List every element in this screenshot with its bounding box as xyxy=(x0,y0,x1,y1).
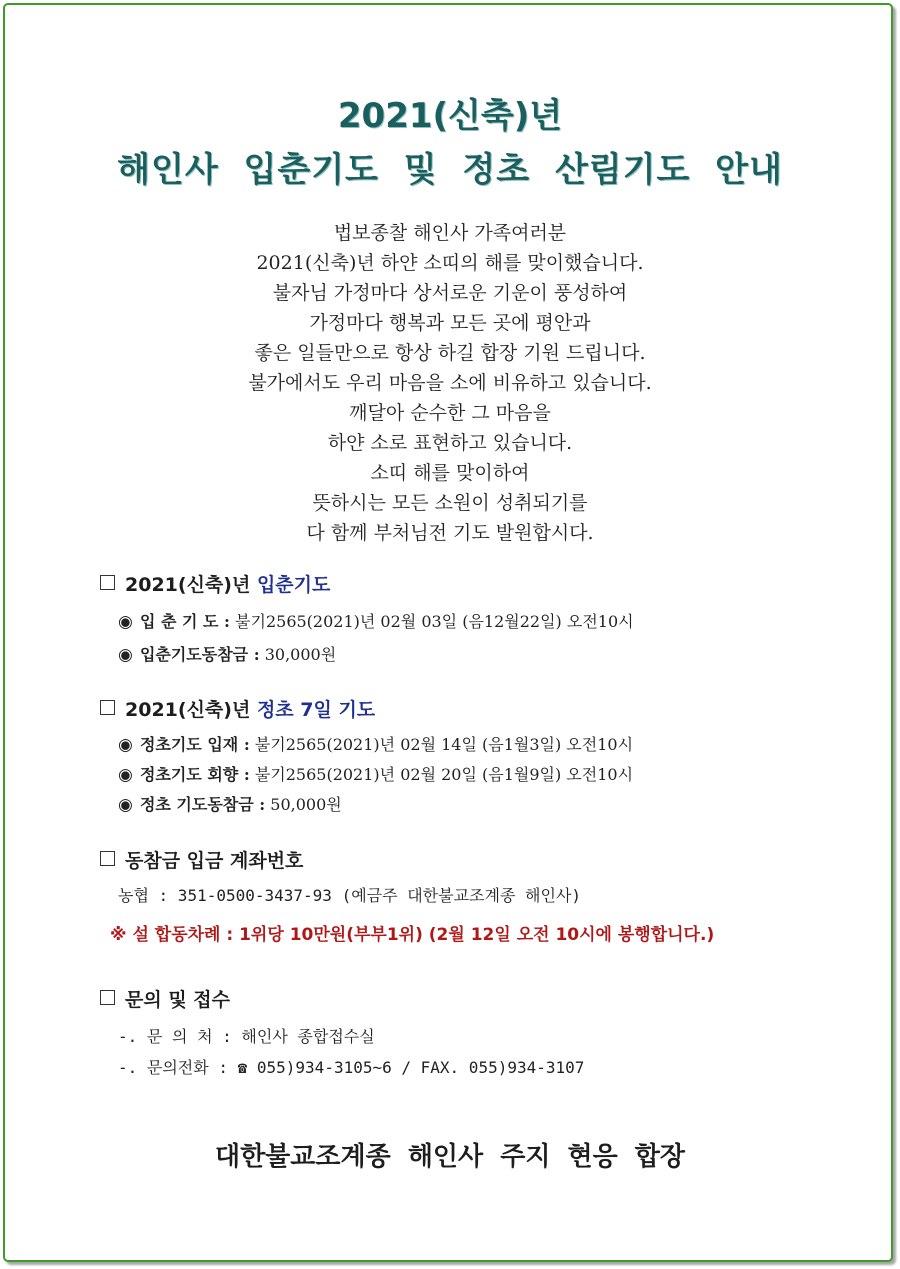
ipchun-date-row: ◉ 입 춘 기 도 : 불기2565(2021)년 02월 03일 (음12월22일) 오전10시 xyxy=(118,612,634,632)
section-ipchun xyxy=(100,570,634,665)
signature: 대한불교조계종 해인사 주지 현응 합장 xyxy=(214,1142,686,1172)
title-year: 2021(신축)년 xyxy=(337,96,563,136)
greeting-line: 좋은 일들만으로 항상 하길 합장 기원 드립니다. xyxy=(254,342,646,364)
section-heading: 문의 및 접수 xyxy=(100,985,584,1012)
bullet-icon: ◉ xyxy=(118,612,133,632)
greeting-line: 2021(신축)년 하얀 소띠의 해를 맞이했습니다. xyxy=(256,252,644,274)
greeting-line: 법보종찰 해인사 가족여러분 xyxy=(333,222,567,244)
checkbox-square-icon xyxy=(100,851,115,866)
bullet-icon: ◉ xyxy=(118,735,133,755)
section-highlight: 정초 7일 기도 xyxy=(256,699,376,721)
section-jeongcho xyxy=(100,695,633,815)
bullet-icon: ◉ xyxy=(118,765,133,785)
greeting-line: 다 함께 부처님전 기도 발원합시다. xyxy=(306,522,594,544)
account-number: 농협 : 351-0500-3437-93 (예금주 대한불교조계종 해인사) xyxy=(118,886,582,905)
greeting-line: 불가에서도 우리 마음을 소에 비유하고 있습니다. xyxy=(248,372,652,394)
jeongcho-start-row: ◉ 정초기도 입재 : 불기2565(2021)년 02월 14일 (음1월3일) 오전10시 xyxy=(118,735,634,755)
greeting-line: 뜻하시는 모든 소원이 성취되기를 xyxy=(312,492,588,514)
bullet-icon: ◉ xyxy=(118,645,133,665)
contact-office: -. 문 의 처 : 해인사 종합접수실 xyxy=(118,1027,375,1046)
notice-text: ※ 설 합동차례 : 1위당 10만원(부부1위) (2월 12일 오전 10시에 봉행합니다.) xyxy=(110,925,715,945)
ipchun-fee-row: ◉ 입춘기도동참금 : 30,000원 xyxy=(118,645,337,665)
section-heading: 2021(신축)년 입춘기도 xyxy=(100,570,634,597)
greeting-line: 가정마다 행복과 모든 곳에 평안과 xyxy=(309,312,591,334)
section-account xyxy=(100,846,581,906)
jeongcho-end-row: ◉ 정초기도 회향 : 불기2565(2021)년 02월 20일 (음1월9일) 오전10시 xyxy=(118,765,634,785)
section-heading: 동참금 입금 계좌번호 xyxy=(100,846,581,873)
greeting-line: 깨달아 순수한 그 마음을 xyxy=(349,402,551,424)
section-contact xyxy=(100,985,584,1078)
greeting-line: 소띠 해를 맞이하여 xyxy=(370,462,530,484)
checkbox-square-icon xyxy=(100,990,115,1005)
jeongcho-fee-row: ◉ 정초 기도동참금 : 50,000원 xyxy=(118,795,342,815)
section-highlight: 입춘기도 xyxy=(256,574,331,596)
section-heading: 2021(신축)년 정초 7일 기도 xyxy=(100,695,633,722)
checkbox-square-icon xyxy=(100,700,115,715)
greeting-paragraph xyxy=(0,218,900,548)
bullet-icon: ◉ xyxy=(118,795,133,815)
greeting-line: 하얀 소로 표현하고 있습니다. xyxy=(327,432,573,454)
page-title: 해인사 입춘기도 및 정초 산림기도 안내 xyxy=(117,150,783,190)
contact-phone: -. 문의전화 : ☎ 055)934-3105~6 / FAX. 055)934-3107 xyxy=(118,1058,585,1077)
greeting-line: 불자님 가정마다 상서로운 기운이 풍성하여 xyxy=(272,282,628,304)
checkbox-square-icon xyxy=(100,575,115,590)
